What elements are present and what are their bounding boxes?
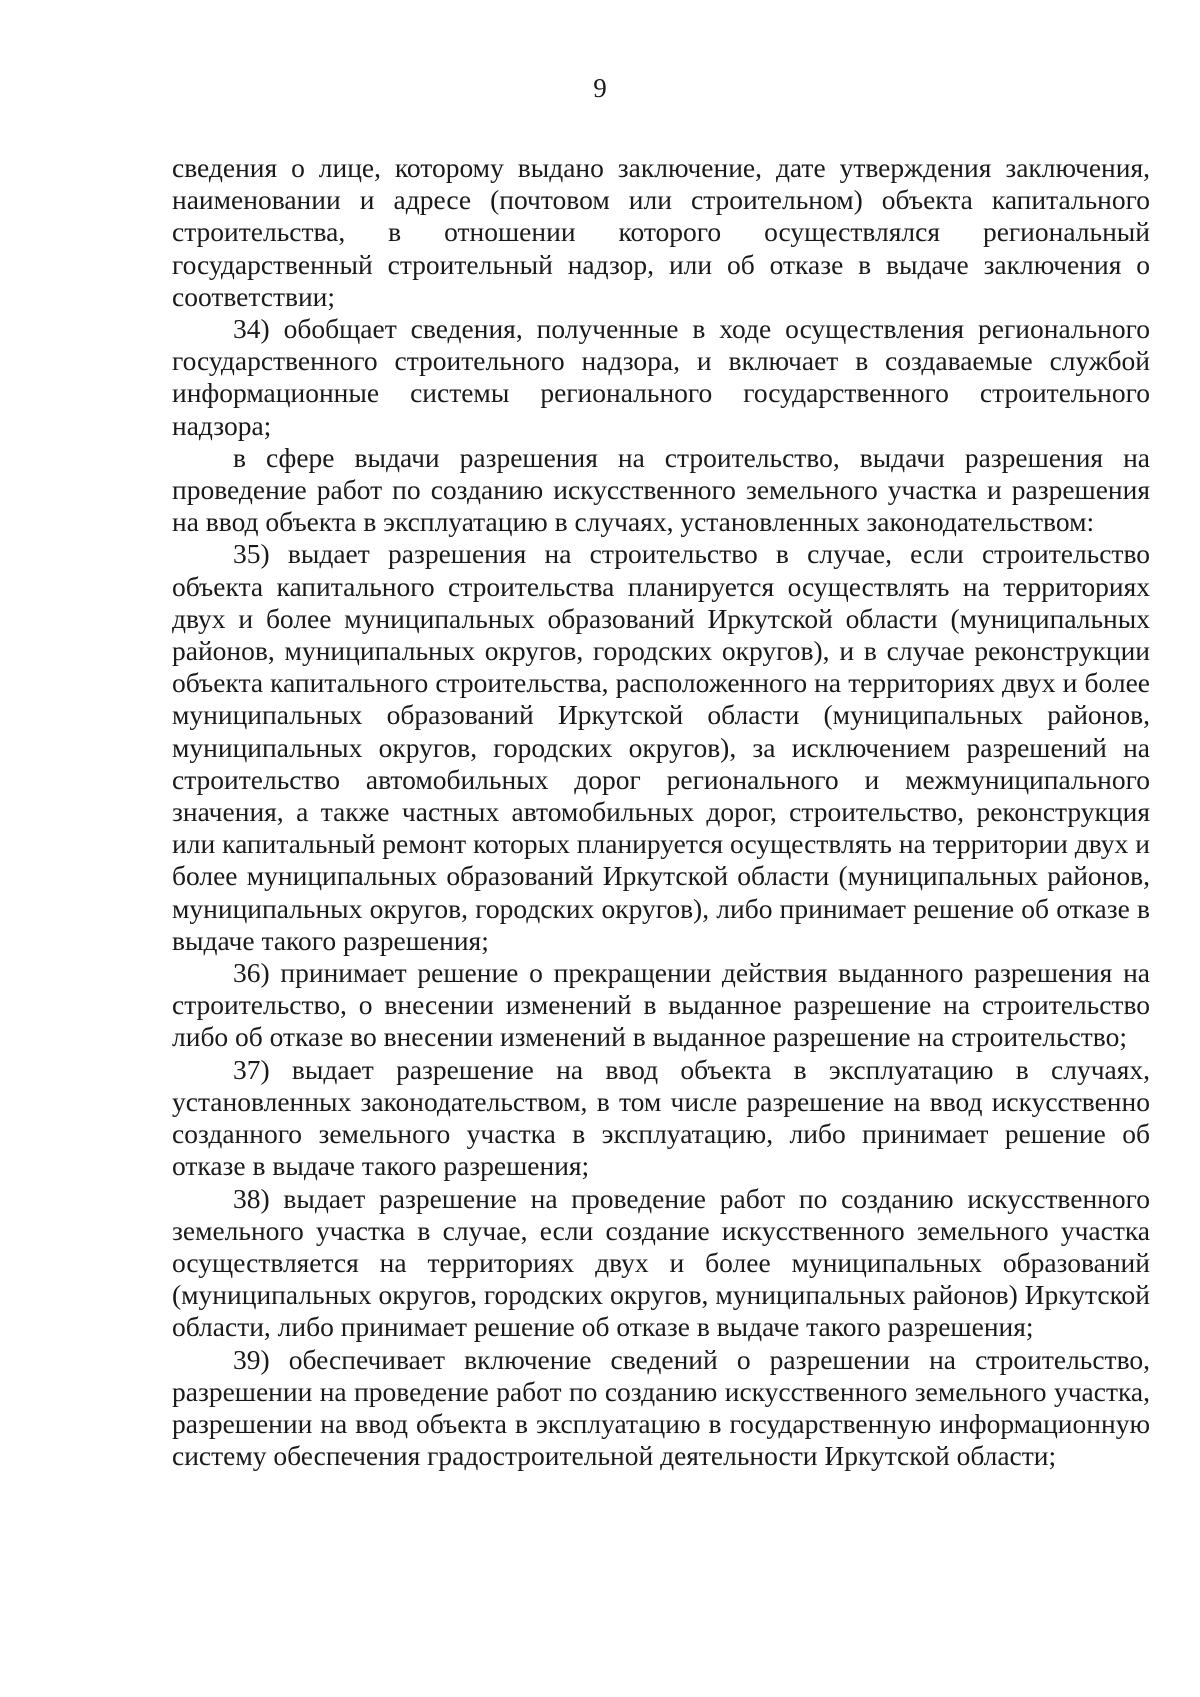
paragraph-item-35: 35) выдает разрешения на строительство в случае, если строительство объекта капитального строительства планируется осуществлять на территориях двух и более муниципальных образований Иркутской области (муниципальных районов, муниципальных округов, городских округов), и в случае реконструкции объекта капитального строительства, расположенного на территориях двух и более муниципальных образований Иркутской области (муниципальных районов, муниципальных округов, городских округов), за исключением разрешений на строительство автомобильных дорог регионального и межмуниципального значения, а также частных автомобильных дорог, строительство, реконструкция или капитальный ремонт которых планируется осуществлять на территории двух и более муниципальных образований Иркутской области (муниципальных районов, муниципальных округов, городских округов), либо принимает решение об отказе в выдаче такого разрешения; [172,538,1150,956]
page-number: 9 [593,73,607,103]
document-body [172,152,1150,1472]
paragraph-continuation: сведения о лице, которому выдано заключение, дате утверждения заключения, наименовании и адресе (почтовом или строительном) объекта капитального строительства, в отношении которого осуществлялся региональный государственный строительный надзор, или об отказе в выдаче заключения о соответствии; [172,152,1150,312]
paragraph-item-36: 36) принимает решение о прекращении действия выданного разрешения на строительство, о внесении изменений в выданное разрешение на строительство либо об отказе во внесении изменений в выданное разрешение на строительство; [172,957,1150,1053]
paragraph-item-39: 39) обеспечивает включение сведений о разрешении на строительство, разрешении на проведение работ по созданию искусственного земельного участка, разрешении на ввод объекта в эксплуатацию в государственную информационную систему обеспечения градостроительной деятельности Иркутской области; [172,1343,1150,1472]
paragraph-item-34: 34) обобщает сведения, полученные в ходе осуществления регионального государственного строительного надзора, и включает в создаваемые службой информационные системы регионального государственного строительного надзора; [172,313,1150,441]
paragraph-item-37: 37) выдает разрешение на ввод объекта в эксплуатацию в случаях, установленных законодательством, в том числе разрешение на ввод искусственно созданного земельного участка в эксплуатацию, либо принимает решение об отказе в выдаче такого разрешения; [172,1053,1150,1182]
paragraph-section-heading: в сфере выдачи разрешения на строительство, выдачи разрешения на проведение работ по созданию искусственного земельного участка и разрешения на ввод объекта в эксплуатацию в случаях, установленных законодательством: [172,441,1150,538]
paragraph-item-38: 38) выдает разрешение на проведение работ по созданию искусственного земельного участка в случае, если создание искусственного земельного участка осуществляется на территориях двух и более муниципальных образований (муниципальных округов, городских округов, муниципальных районов) Иркутской области, либо принимает решение об отказе в выдаче такого разрешения; [172,1182,1150,1343]
